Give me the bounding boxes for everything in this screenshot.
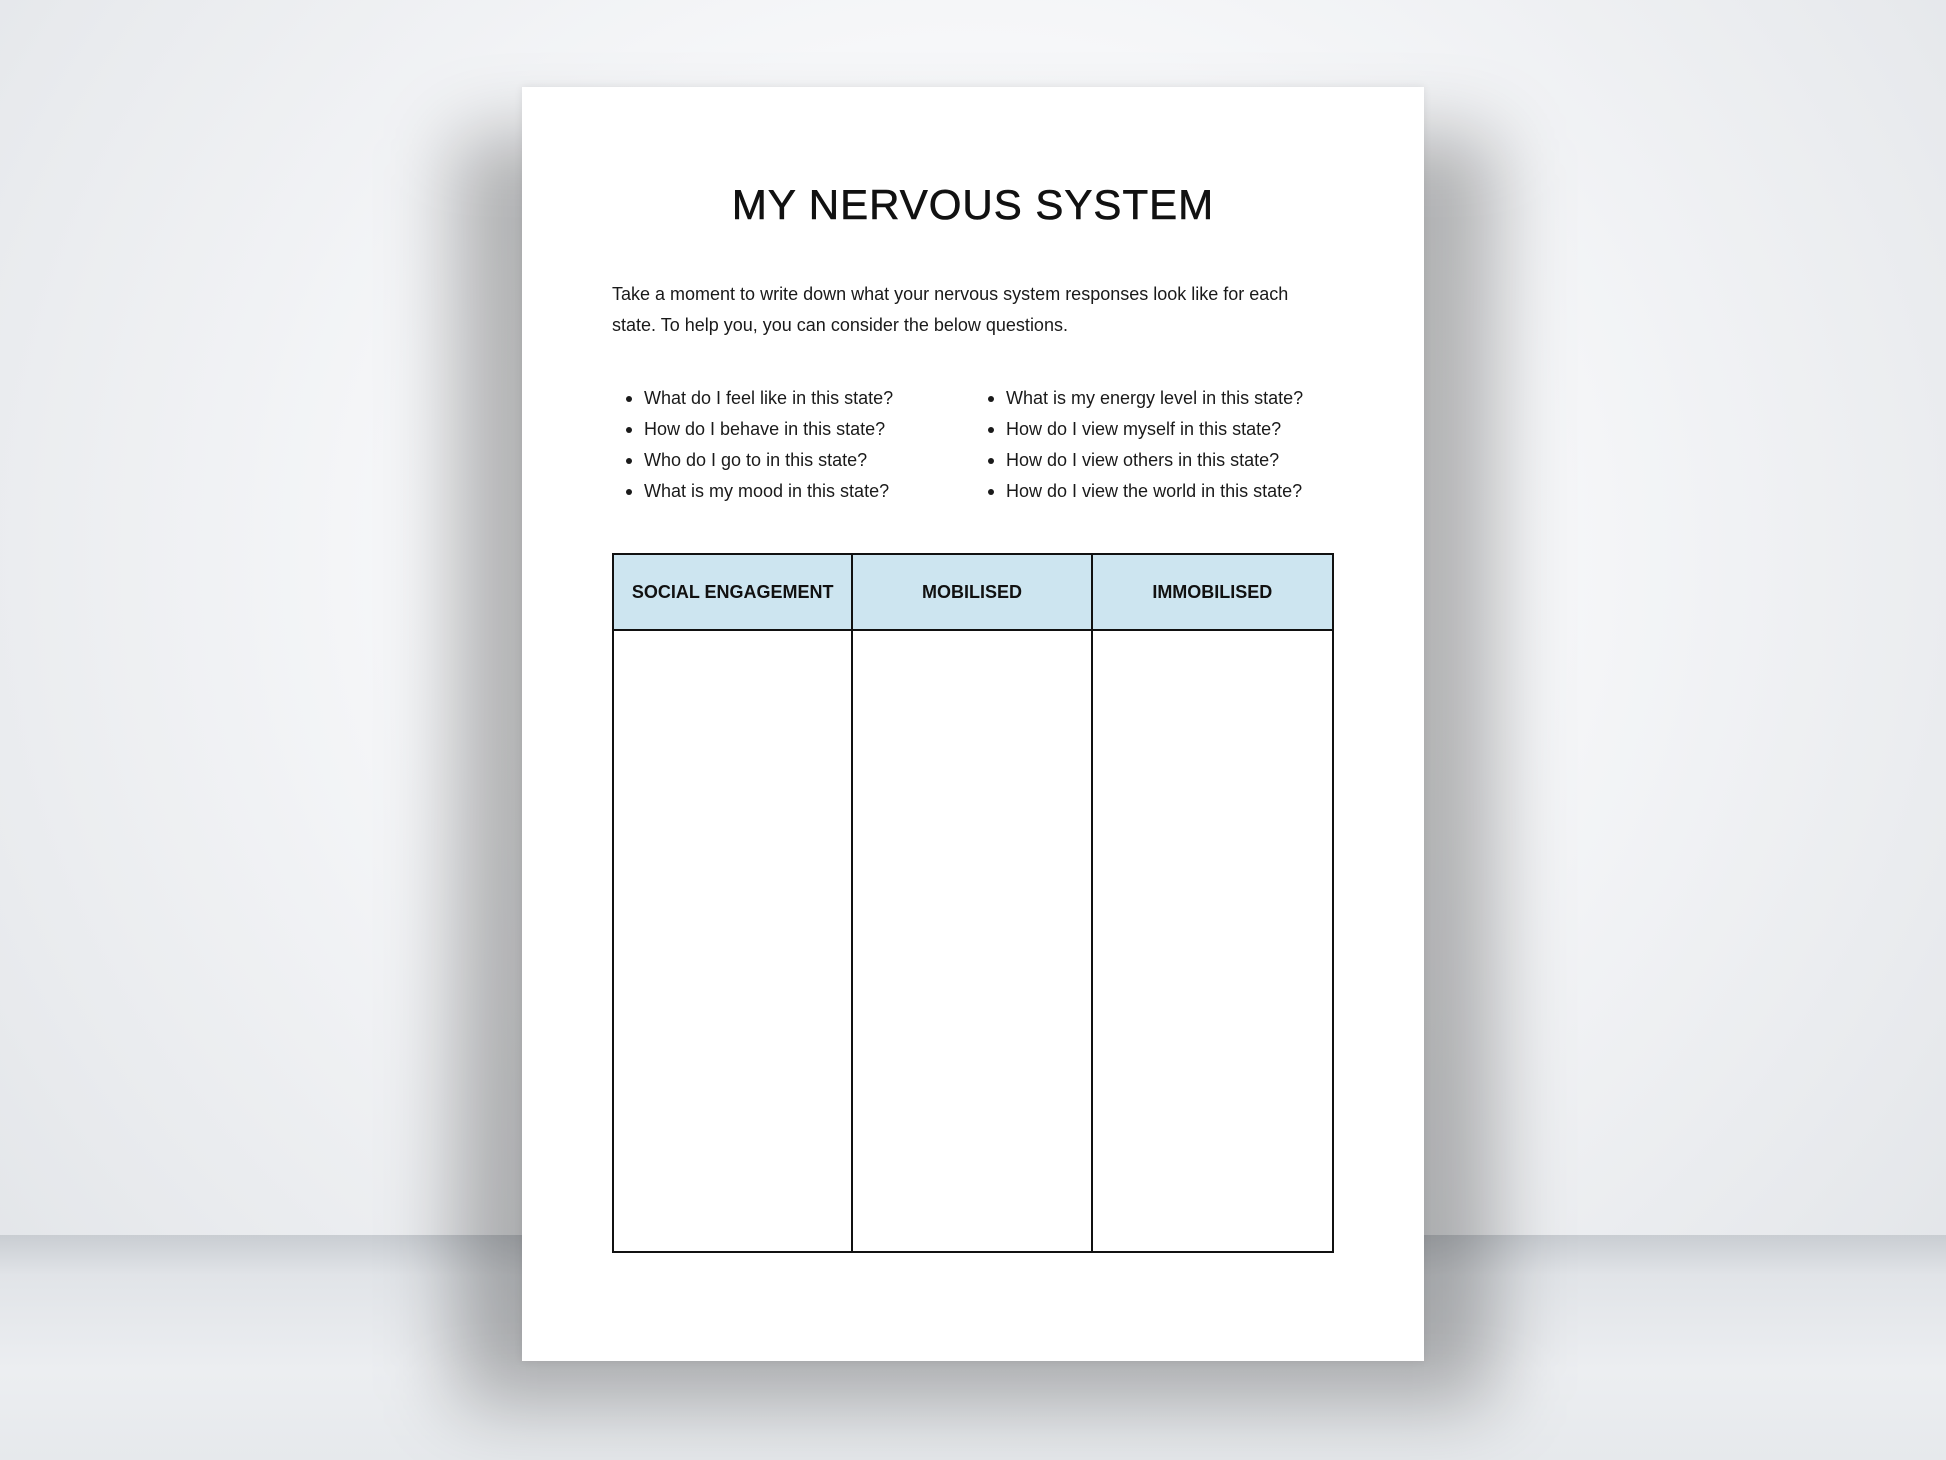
question-list-left bbox=[612, 383, 893, 507]
response-table bbox=[612, 553, 1334, 1253]
worksheet-page bbox=[522, 87, 1424, 1361]
question-item: How do I view myself in this state? bbox=[974, 414, 1303, 445]
column-header-immobilised: IMMOBILISED bbox=[1093, 555, 1332, 631]
question-item: Who do I go to in this state? bbox=[612, 445, 893, 476]
writing-area-immobilised bbox=[1093, 631, 1332, 1251]
question-list-right bbox=[974, 383, 1303, 507]
question-item: How do I view the world in this state? bbox=[974, 476, 1303, 507]
question-item: What is my mood in this state? bbox=[612, 476, 893, 507]
page-title: MY NERVOUS SYSTEM bbox=[731, 181, 1215, 228]
intro-paragraph: Take a moment to write down what your nervous system responses look like for each state. To help you, you can consider the below questions. bbox=[612, 284, 1289, 335]
column-header-social-engagement: SOCIAL ENGAGEMENT bbox=[614, 555, 853, 631]
column-header-mobilised: MOBILISED bbox=[853, 555, 1092, 631]
question-item: What is my energy level in this state? bbox=[974, 383, 1303, 414]
question-item: How do I view others in this state? bbox=[974, 445, 1303, 476]
writing-area-mobilised bbox=[853, 631, 1092, 1251]
question-item: How do I behave in this state? bbox=[612, 414, 893, 445]
question-item: What do I feel like in this state? bbox=[612, 383, 893, 414]
writing-area-social-engagement bbox=[614, 631, 853, 1251]
